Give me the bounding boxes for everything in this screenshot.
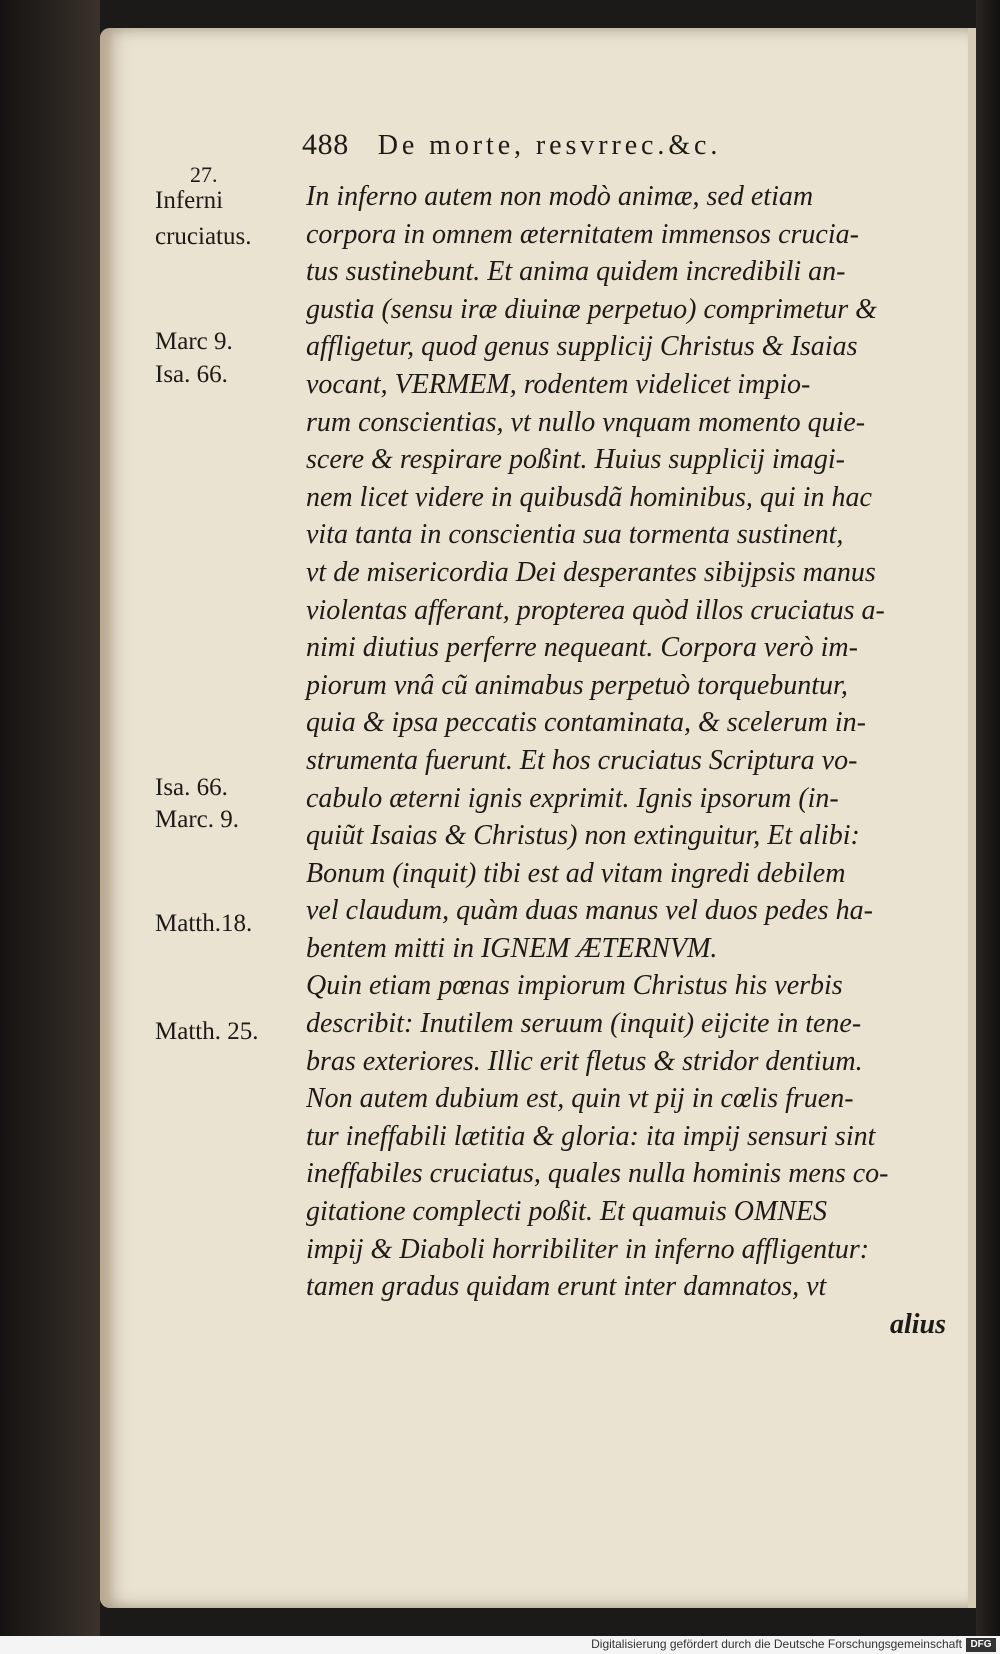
text-line: vita tanta in conscientia sua tormenta sustinent, — [306, 519, 844, 551]
text-line: impij & Diaboli horribiliter in inferno affligentur: — [306, 1233, 870, 1265]
dfg-logo: DFG — [966, 1638, 996, 1652]
text-line: strumenta fuerunt. Et hos cruciatus Scriptura vo- — [306, 744, 858, 776]
text-line: Bonum (inquit) tibi est ad vitam ingredi debilem — [306, 857, 846, 889]
margin-note-marc-9-second: Marc. 9. — [155, 806, 239, 833]
body-text — [306, 178, 946, 1343]
text-line: scere & respirare poßint. Huius supplicij imagi- — [306, 444, 845, 476]
text-line: piorum vnâ cũ animabus perpetuò torquebuntur, — [306, 669, 848, 701]
book-right-edge — [976, 0, 1000, 1654]
text-line: rum conscientias, vt nullo vnquam momento quie- — [306, 406, 866, 438]
page-right-edge — [968, 28, 976, 1608]
text-line: Quin etiam pœnas impiorum Christus his verbis — [306, 970, 843, 1002]
text-line: Non autem dubium est, quin vt pij in cœlis fruen- — [306, 1083, 854, 1115]
text-line: vt de misericordia Dei desperantes sibijpsis manus — [306, 556, 876, 588]
text-line: vel claudum, quàm duas manus vel duos pedes ha- — [306, 895, 873, 927]
footer-bar — [0, 1636, 1000, 1654]
page-number: 488 — [302, 128, 349, 161]
text-line: In inferno autem non modò animæ, sed etiam — [306, 181, 814, 212]
running-header — [302, 128, 922, 162]
footer-credit: Digitalisierung gefördert durch die Deutsche Forschungsgemeinschaft — [591, 1637, 962, 1651]
text-line: vocant, VERMEM, rodentem videlicet impio- — [306, 368, 811, 400]
catchword: alius — [889, 1308, 946, 1340]
text-line: tamen gradus quidam erunt inter damnatos, vt — [306, 1271, 827, 1303]
text-line: ineffabiles cruciatus, quales nulla hominis mens co- — [306, 1158, 889, 1190]
text-line: bentem mitti in IGNEM ÆTERNVM. — [306, 932, 718, 964]
text-line: cabulo æterni ignis exprimit. Ignis ipsorum (in- — [306, 782, 839, 814]
text-line: corpora in omnem æternitatem immensos crucia- — [306, 218, 859, 250]
page-gutter-shadow — [100, 28, 114, 1608]
margin-note-inferni: Inferni — [155, 187, 224, 214]
running-title: De morte, resvrrec.&c. — [377, 130, 722, 161]
margin-note-cruciatus: cruciatus. — [155, 223, 252, 250]
margin-note-marc-9: Marc 9. — [155, 328, 233, 355]
text-line: violentas afferant, propterea quòd illos cruciatus a- — [306, 594, 885, 626]
text-line: quiũt Isaias & Christus) non extinguitur, Et alibi: — [306, 820, 860, 852]
text-line: nimi diutius perferre nequeant. Corpora verò im- — [306, 632, 858, 664]
text-line: describit: Inutilem seruum (inquit) eijcite in tene- — [306, 1008, 862, 1040]
text-line: nem licet videre in quibusdã hominibus, qui in hac — [306, 481, 872, 513]
margin-note-isa-66: Isa. 66. — [155, 361, 228, 388]
text-line: affligetur, quod genus supplicij Christus & Isaias — [306, 331, 858, 363]
text-line: quia & ipsa peccatis contaminata, & scelerum in- — [306, 707, 866, 739]
margin-note-matth-18: Matth.18. — [155, 910, 253, 937]
text-line: tus sustinebunt. Et anima quidem incredibili an- — [306, 256, 846, 288]
text-line: tur ineffabili lætitia & gloria: ita impij sensuri sint — [306, 1120, 876, 1152]
margin-note-chapter-number: 27. — [190, 162, 218, 187]
book-left-edge — [0, 0, 100, 1654]
margin-note-matth-25: Matth. 25. — [155, 1018, 259, 1045]
margin-note-isa-66-second: Isa. 66. — [155, 774, 228, 801]
text-line: bras exteriores. Illic erit fletus & stridor dentium. — [306, 1045, 863, 1077]
text-line: gustia (sensu iræ diuinæ perpetuo) comprimetur & — [306, 293, 877, 325]
text-line: gitatione complecti poßit. Et quamuis OMNES — [306, 1196, 828, 1228]
